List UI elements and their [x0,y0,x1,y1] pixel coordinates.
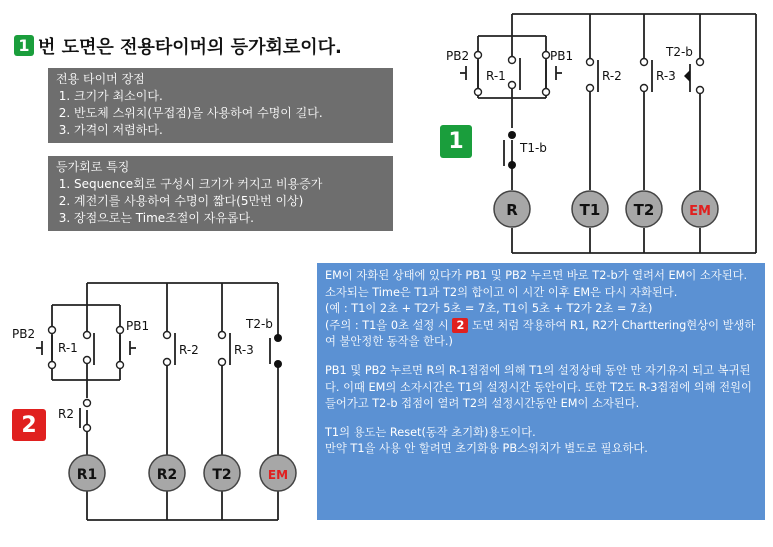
label-r1: R-1 [58,341,78,355]
coil-label: EM [267,468,289,482]
inline-badge: 2 [452,318,468,333]
label-r3: R-3 [656,69,676,83]
page-title: 번 도면은 전용타이머의 등가회로이다. [38,37,342,58]
coil-label: R2 [156,467,178,483]
label-t1b: T1-b [520,141,547,155]
coil-label: T2 [633,201,655,219]
diagram2-badge: 2 [12,409,46,441]
label-r2: R-2 [602,69,622,83]
label-r3: R-3 [234,343,254,357]
title-badge: 1 [14,35,34,56]
label-r2-contact: R-2 [179,343,199,357]
explanation-paragraph: EM이 자화된 상태에 있다가 PB1 및 PB2 누르면 바로 T2-b가 열려서 EM이 소자된다. [325,269,748,282]
equiv-features-heading: 등가회로 특징 [56,160,130,174]
timer-advantages-heading: 전용 타이머 장점 [56,72,145,86]
list-item: 2. 반도체 스위치(무접점)을 사용하여 수명이 길다. [74,105,385,122]
label-t2b: T2-b [666,45,693,59]
explanation-paragraph: 소자되는 Time은 T1과 T2의 합이고 이 시간 이후 EM은 다시 자화된다. [325,285,678,299]
coil-label: R [506,201,518,219]
label-t2b: T2-b [246,317,273,331]
diagram1-badge: 1 [440,125,472,158]
note-text: (주의 : T1을 0초 설정 시 [325,318,453,332]
coil-label: T2 [212,467,232,483]
label-pb2: PB2 [12,327,36,341]
label-r1: R-1 [486,69,506,83]
list-item: 1. 크기가 최소이다. [74,88,385,105]
list-item: 2. 계전기를 사용하여 수명이 짧다(5만번 이상) [74,193,385,210]
label-pb2: PB2 [446,49,470,63]
explanation-paragraph: (예 : T1이 2초 + T2가 5초 = 7초, T1이 5초 + T2가 2초 = 7초) [325,302,653,316]
label-pb1: PB1 [126,319,150,333]
label-pb1: PB1 [550,49,574,63]
explanation-paragraph: T1의 용도는 Reset(동작 초기화)용도이다. [325,425,536,439]
list-item: 3. 가격이 저렴하다. [74,122,385,139]
list-item: 1. Sequence회로 구성시 크기가 커지고 비용증가 [74,176,385,193]
label-r2: R2 [58,407,74,421]
coil-label: R1 [76,467,98,483]
explanation-note [325,318,757,351]
coil-label: T1 [579,201,601,219]
explanation-box [317,263,765,520]
explanation-paragraph: PB1 및 PB2 누르면 R의 R-1접점에 의해 T1의 설정상태 동안 만 자기유지 되고 복귀된다. 이때 EM의 소자시간은 T1의 설정시간 동안이다. 또한 T2도 R-3접점에 의해 전원이 들어가고 T2-b 접점이 열려 T2의 설정시간동안 EM이 소자된다. [325,363,752,411]
list-item: 3. 장점으로는 Time조절이 자유롭다. [74,210,385,227]
explanation-paragraph: 만약 T1을 사용 안 할려면 초기화용 PB스위치가 별도로 필요하다. [325,442,648,456]
coil-label: EM [689,204,711,219]
note-text: 도면 처럼 작용하여 R1, R2가 Charttering현상이 발생하여 불안정한 동작을 한다.) [325,318,756,349]
